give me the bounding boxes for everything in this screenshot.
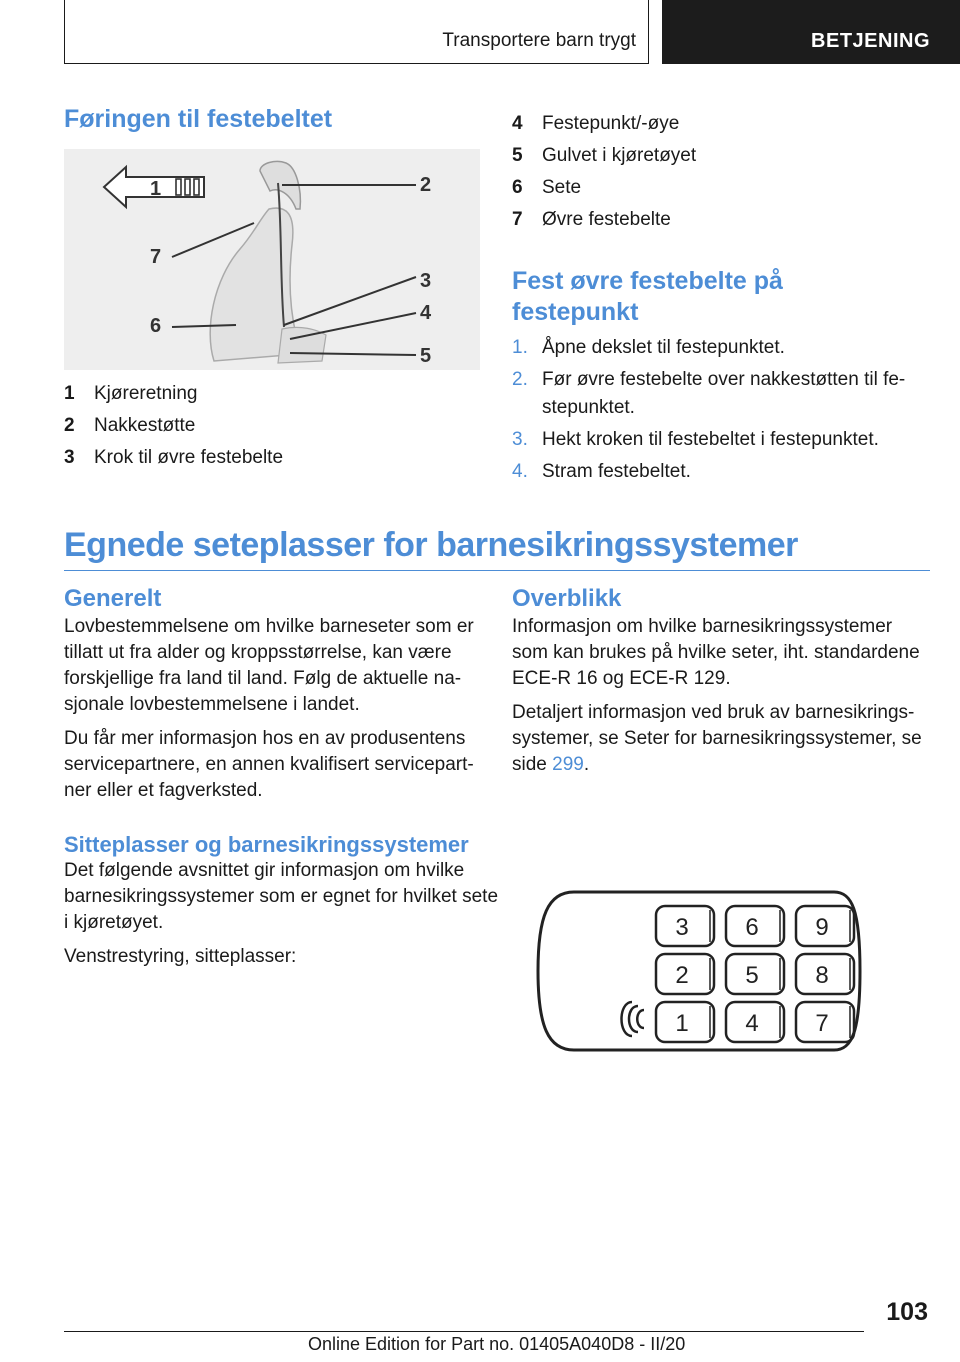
- footer-edition: Online Edition for Part no. 01405A040D8 - II/20: [308, 1334, 686, 1354]
- instruction-step: 2. Før øvre festebelte over nakkestøtten til fe-stepunktet.: [512, 369, 906, 418]
- seat-label: 2: [675, 962, 689, 989]
- footer-divider: [64, 1331, 864, 1332]
- seat-label: 8: [815, 962, 829, 989]
- generelt-paragraph: Du får mer informasjon hos en av produsentens servicepartnere, en annen kvalifisert servicepart-ner eller et fagverksted.: [64, 728, 474, 801]
- instruction-step: 1. Åpne dekslet til festepunktet.: [512, 337, 785, 358]
- overblikk-paragraph: Detaljert informasjon ved bruk av barnesikrings-systemer, se Seter for barnesikringssystemer, se side 299.: [512, 702, 922, 775]
- figure-label-2: 2: [420, 174, 432, 196]
- generelt-paragraph: Lovbestemmelsene om hvilke barneseter som er tillatt ut fra alder og kroppsstørrelse, kan være forskjellige fra land til land. Følg de aktuelle na-sjonale lovbestemmelsene i landet.: [64, 616, 474, 715]
- seat-belt-illustration: [64, 149, 480, 370]
- sitteplasser-block: [64, 832, 504, 978]
- figure-label-6: 6: [150, 315, 162, 337]
- figure-label-4: 4: [420, 302, 432, 324]
- seat-label: 1: [675, 1010, 689, 1037]
- instruction-steps: [512, 334, 912, 490]
- page-reference-link[interactable]: 299: [552, 754, 584, 775]
- overblikk-block: [512, 586, 932, 786]
- header-chapter-tab: [662, 0, 960, 64]
- heading-belt-routing: Føringen til festebeltet: [64, 105, 333, 133]
- generelt-block: [64, 586, 484, 812]
- sitteplasser-paragraph: Det følgende avsnittet gir informasjon om hvilke barnesikringssystemer som er egnet for hvilket sete i kjøretøyet.: [64, 860, 499, 933]
- header-section-box: [64, 0, 649, 64]
- figure-label-1: 1: [150, 178, 162, 200]
- instruction-step: 4. Stram festebeltet.: [512, 461, 691, 482]
- seat-label: 4: [745, 1010, 759, 1037]
- heading-overblikk: Overblikk: [512, 585, 622, 612]
- figure-label-5: 5: [420, 345, 432, 367]
- figure-label-3: 3: [420, 270, 432, 292]
- sitteplasser-paragraph: Venstrestyring, sitteplasser:: [64, 946, 297, 967]
- section-divider: [64, 570, 930, 571]
- page-number: 103: [886, 1298, 928, 1326]
- heading-generelt: Generelt: [64, 585, 162, 612]
- heading-attach-tether: Fest øvre festebelte på festepunkt: [512, 267, 783, 327]
- section-title: Egnede seteplasser for barnesikringssystemer: [64, 526, 798, 564]
- vehicle-outline: [538, 892, 860, 1050]
- seat-label: 6: [745, 914, 759, 941]
- seat-label: 5: [745, 962, 759, 989]
- seat-label: 3: [675, 914, 689, 941]
- seat-label: 9: [815, 914, 829, 941]
- instruction-step: 3. Hekt kroken til festebeltet i festepunktet.: [512, 429, 879, 450]
- overblikk-paragraph: Informasjon om hvilke barnesikringssystemer som kan brukes på hvilke seter, iht. standardene ECE-R 16 og ECE-R 129.: [512, 616, 920, 689]
- seat-label: 7: [815, 1010, 829, 1037]
- seat-position-diagram: [534, 886, 864, 1056]
- figure-label-7: 7: [150, 246, 162, 268]
- heading-sitteplasser: Sitteplasser og barnesikringssystemer: [64, 832, 469, 857]
- header-section-title: Transportere barn trygt: [442, 30, 636, 51]
- header-chapter-title: BETJENING: [811, 30, 930, 52]
